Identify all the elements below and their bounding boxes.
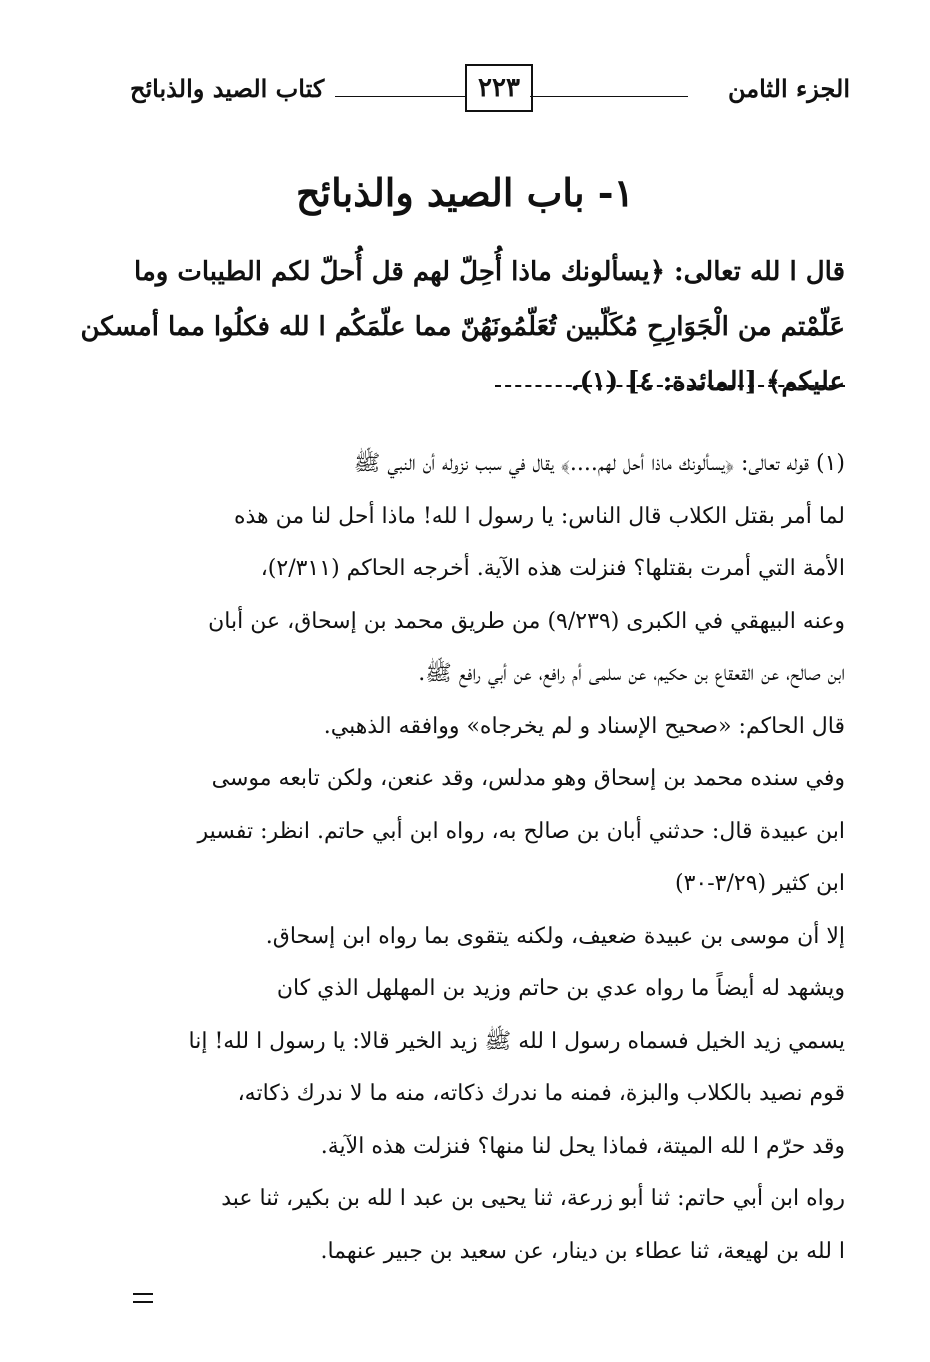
footnote-line: ابن صالح، عن القعقاع بن حكيم، عن سلمى أم رافع، عن أبي رافع ﷺ. [418,661,845,686]
page-number: ٢٢٣ [465,64,533,112]
part-title: الجزء الثامن [727,74,850,103]
footnote-line: ابن عبيدة قال: حدثني أبان بن صالح به، رواه ابن أبي حاتم. انظر: تفسير [197,818,845,844]
footnotes [130,438,845,1278]
header-rule-left [335,96,465,97]
main-line: قال ا لله تعالى: ﴿يسألونك ماذا أُحِلّ لهم قل أُحلّ لكم الطيبات وما [133,257,845,287]
footnote-line: وقد حرّم ا لله الميتة، فماذا يحل لنا منها؟ فنزلت هذه الآية. [320,1133,845,1159]
footnote-line: لما أمر بقتل الكلاب قال الناس: يا رسول ا لله! ماذا أحل لنا من هذه [233,503,845,529]
main-line: عليكم﴾ [المائدة: ٤] (١). [570,367,845,397]
footnote-line: قال الحاكم: «صحيح الإسناد و لم يخرجاه» ووافقه الذهبي. [323,713,845,739]
continuation-mark [133,1293,153,1303]
chapter-title: ١- باب الصيد والذبائح [295,170,634,215]
footnote-line: وفي سنده محمد بن إسحاق وهو مدلس، وقد عنعن، ولكن تابعه موسى [211,766,845,791]
footnote-line: ا لله بن لهيعة، ثنا عطاء بن دينار، عن سعيد بن جبير عنهما. [320,1238,845,1264]
footnote-line: ويشهد له أيضاً ما رواه عدي بن حاتم وزيد بن المهلهل الذي كان [276,976,845,1001]
footnote-divider [495,385,845,387]
footnote-line: إلا أن موسى بن عبيدة ضعيف، ولكنه يتقوى بما رواه ابن إسحاق. [265,923,845,949]
footnote-line: ابن كثير (٣/٢٩-٣٠) [675,871,845,896]
footnote-line: قوم نصيد بالكلاب والبزة، فمنه ما ندرك ذكاته، منه ما لا ندرك ذكاته، [237,1081,845,1106]
footnote-line: الأمة التي أمرت بقتلها؟ فنزلت هذه الآية. أخرجه الحاكم (٢/٣١١)، [260,556,845,581]
footnote-line: (١) قوله تعالى: ﴿يسألونك ماذا أحل لهم....﴾ يقال في سبب نزوله أن النبي ﷺ [353,451,845,476]
footnote-line: رواه ابن أبي حاتم: ثنا أبو زرعة، ثنا يحيى بن عبد ا لله بن بكير، ثنا عبد [221,1186,845,1211]
book-title: كتاب الصيد والذبائح [130,74,325,103]
footnote-line: يسمي زيد الخيل فسماه رسول ا لله ﷺ زيد الخير قالا: يا رسول ا لله! إنا [188,1028,845,1054]
main-line: عَلّمْتم من الْجَوَارِحِ مُكَلّبين تُعَلّمُونَهُنّ مما علّمَكُم ا لله فكلُوا مما أمسكن [80,312,845,342]
header-rule-right [530,96,688,97]
running-header [130,60,850,120]
footnote-line: وعنه البيهقي في الكبرى (٩/٢٣٩) من طريق محمد بن إسحاق، عن أبان [208,608,845,634]
